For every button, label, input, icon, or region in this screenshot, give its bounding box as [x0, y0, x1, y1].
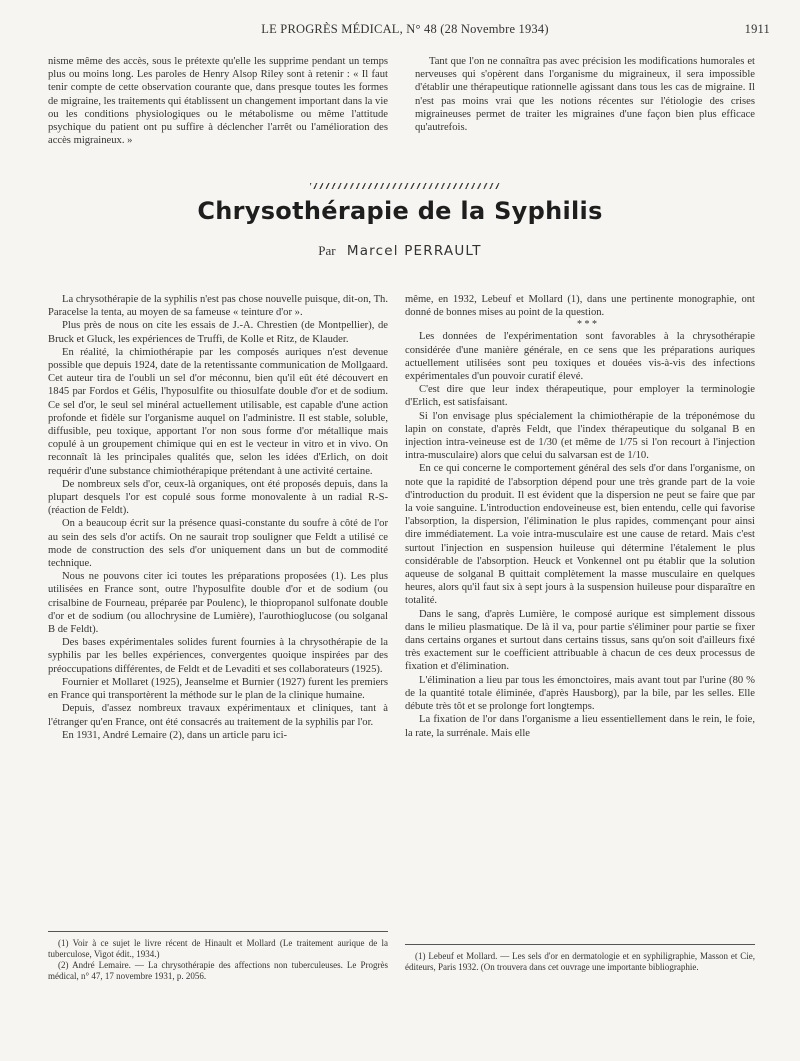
- article-paragraph: De nombreux sels d'or, ceux-là organiques, ont été proposés depuis, dans la plupart desquels l'or est copulé sous forme monovalente à un radial R-S-(réaction de Feldt).: [48, 478, 388, 517]
- byline: [0, 243, 800, 259]
- footnotes-left: [48, 938, 388, 982]
- footnote-separator: [48, 931, 388, 932]
- article-paragraph: Les données de l'expérimentation sont favorables à la chrysothérapie considérée d'une manière générale, en ce sens que les préparations auriques actuellement utilisées sont peu toxiques et douées vis-à-vis des infections expérimentales d'un pouvoir curatif élevé.: [405, 331, 755, 383]
- article-paragraph: La chrysothérapie de la syphilis n'est pas chose nouvelle puisque, dit-on, Th. Paracelse la tenta, au moyen de sa fameuse « teinture d'or ».: [48, 294, 388, 319]
- article-paragraph: L'élimination a lieu par tous les émonctoires, mais avant tout par l'urine (80 % de la quantité totale éliminée, d'après Hausborg), par la bile, par les selles. Elle débute très tôt et se prolonge fort longtemps.: [405, 674, 755, 713]
- footnote: (1) Voir à ce sujet le livre récent de Hinault et Mollard (Le traitement aurique de la tuberculose, Vigot édit., 1934.): [48, 938, 388, 959]
- author-name: Marcel PERRAULT: [346, 243, 482, 259]
- page-number: 1911: [744, 22, 770, 36]
- article-paragraph: Dans le sang, d'après Lumière, le composé aurique est simplement dissous dans le milieu plasmatique. De là il va, pour partie s'éliminer pour partie se fixer dans certains organes et surtout dans certains tissus, sans qu'on soit d'ailleurs fixé très exactement sur le coefficient attribuable à chacun de ces deux processus de fixation et d'élimination.: [405, 608, 755, 673]
- article-paragraph: Fournier et Mollaret (1925), Jeanselme et Burnier (1927) furent les premiers en France qui transportèrent la méthode sur le plan de la clinique humaine.: [48, 676, 388, 702]
- footnote: (2) André Lemaire. — La chrysothérapie des affections non tuberculeuses. Le Progrès médical, n° 47, 17 novembre 1931, p. 2056.: [48, 960, 388, 981]
- article-paragraph: Des bases expérimentales solides furent fournies à la chrysothérapie de la syphilis par les belles expériences, convergentes quoique inspirées par des préoccupations différentes, de Feldt et de Levaditi et ses collaborateurs (1925).: [48, 637, 388, 675]
- footnote-separator: [405, 944, 755, 945]
- ornamental-divider: [310, 183, 500, 189]
- article-paragraph: La fixation de l'or dans l'organisme a lieu essentiellement dans le rein, le foie, la rate, la surrénale. Mais elle: [405, 714, 755, 739]
- article-paragraph: même, en 1932, Lebeuf et Mollard (1), dans une pertinente monographie, ont donné de bonnes mises au point de la question.: [405, 294, 755, 319]
- article-paragraph: Si l'on envisage plus spécialement la chimiothérapie de la tréponémose du lapin on constate, d'après Feldt, que l'index thérapeutique du solganal B en injection intra-veineuse est de 1/30 (et même de 1/75 si l'on recourt à l'injection intra-musculaire) alors que celui du salvarsan est de 1/10.: [405, 410, 755, 462]
- footnotes-right: [405, 951, 755, 973]
- running-header: [40, 22, 770, 40]
- article-right-column: [405, 293, 755, 740]
- previous-article-paragraph: Tant que l'on ne connaîtra pas avec précision les modifications humorales et nerveuses qui s'opèrent dans l'organisme du migraineux, il sera impossible d'établir une thérapeutique rationnelle agissant dans tous les cas de migraine. Il n'est pas moins vrai que les notions récentes sur l'étiologie des crises migraineuses permet de traiter les migraines d'une façon bien plus efficace qu'autrefois.: [415, 56, 755, 134]
- previous-article-paragraph: nisme même des accès, sous le prétexte qu'elle les supprime pendant un temps plus ou moins long. Les paroles de Henry Alsop Riley sont à retenir : « Il faut tenir compte de cette observation courante que, dans presque toutes les formes de migraine, les traitements qui établissent un changement important dans la vie ou les conditions physiologiques ou le métabolisme ou même l'attitude psychique du patient ont pu suffire à déclencher l'arrêt ou l'amélioration des accès migraineux. »: [48, 56, 388, 147]
- article-paragraph: Depuis, d'assez nombreux travaux expérimentaux et cliniques, tant à l'étranger qu'en France, ont été consacrés au traitement de la syphilis par l'or.: [48, 703, 388, 728]
- article-paragraph: On a beaucoup écrit sur la présence quasi-constante du soufre à côté de l'or au sein des sels d'or actifs. On ne saurait trop souligner que Feldt a utilisé ce mode de construction des sels d'or uniquement dans un but de commodité technique.: [48, 518, 388, 570]
- article-paragraph: En ce qui concerne le comportement général des sels d'or dans l'organisme, on note que la rapidité de l'absorption dépend pour une très grande part de la voie d'introduction du produit. Il est évident que la dispersion ne peut se faire que par la voie sanguine. L'introduction endoveineuse est, bien entendu, celle qui favorise l'absorption, la dispersion, l'élimination le plus rapides, commençant pour ainsi dire immédiatement. La voie intra-musculaire est une cause de retard. Mais c'est surtout l'injection en suspension huileuse qui détermine l'étalement le plus considérable de l'absorption. Heuck et Vonkennel ont pu établir que la solution aqueuse de solganal B quittait complètement la masse musculaire en quelques heures, alors qu'il faut six à sept jours à la suspension huileuse pour disparaître en totalité.: [405, 463, 755, 607]
- previous-article-right-column: [415, 55, 755, 134]
- byline-prefix: Par: [318, 243, 336, 258]
- article-title: Chrysothérapie de la Syphilis: [197, 197, 603, 225]
- footnote: (1) Lebeuf et Mollard. — Les sels d'or en dermatologie et en syphiligraphie, Masson et Cie, éditeurs, Paris 1932. (On trouvera dans cet ouvrage une importante bibliographie.: [405, 951, 755, 972]
- article-paragraph: Plus près de nous on cite les essais de J.-A. Chrestien (de Montpellier), de Bruck et Gluck, les expériences de Truffi, de Kolle et Ritz, de Klauder.: [48, 320, 388, 345]
- section-break-asterisks: * * *: [577, 319, 597, 331]
- article-paragraph: C'est dire que leur index thérapeutique, pour employer la terminologie d'Erlich, est satisfaisant.: [405, 384, 755, 409]
- previous-article-left-column: [48, 55, 388, 147]
- article-paragraph: En 1931, André Lemaire (2), dans un article paru ici-: [62, 729, 288, 741]
- journal-header-title: LE PROGRÈS MÉDICAL, N° 48 (28 Novembre 1934): [261, 22, 549, 36]
- article-paragraph: En réalité, la chimiothérapie par les composés auriques n'est devenue possible que depuis 1924, date de la retentissante communication de Mollgaard. Cet auteur tira de l'oubli un sel d'or méconnu, bien qu'il eût été découvert en 1845 par Fordos et Gélis, l'hyposulfite ou thiosulfate double d'or et de sodium. Ce sel d'or, le seul sel minéral actuellement utilisable, est capable d'une action profonde et fidèle sur l'organisme auquel on l'administre. Il est stable, soluble, diffusible, peu toxique, apportant l'or non sous forme d'or métallique mais copulé à un groupement chimique qui en est le vecteur in vitro et in vivo. On reconnaît là les principales qualités que, selon les idées d'Erlich, on doit requérir d'une substance chimiothérapique prétendant à une activité certaine.: [48, 346, 388, 477]
- article-paragraph: Nous ne pouvons citer ici toutes les préparations proposées (1). Les plus utilisées en France sont, outre l'hyposulfite double d'or et de sodium (ou crisalbine de Fourneau, préparée par Poulenc), le thiopropanol sulfonate double d'or et de sodium (ou allochrysine de Lumière), l'aurothioglucose (ou solganal B de Feldt).: [48, 571, 388, 636]
- article-left-column: [48, 293, 388, 742]
